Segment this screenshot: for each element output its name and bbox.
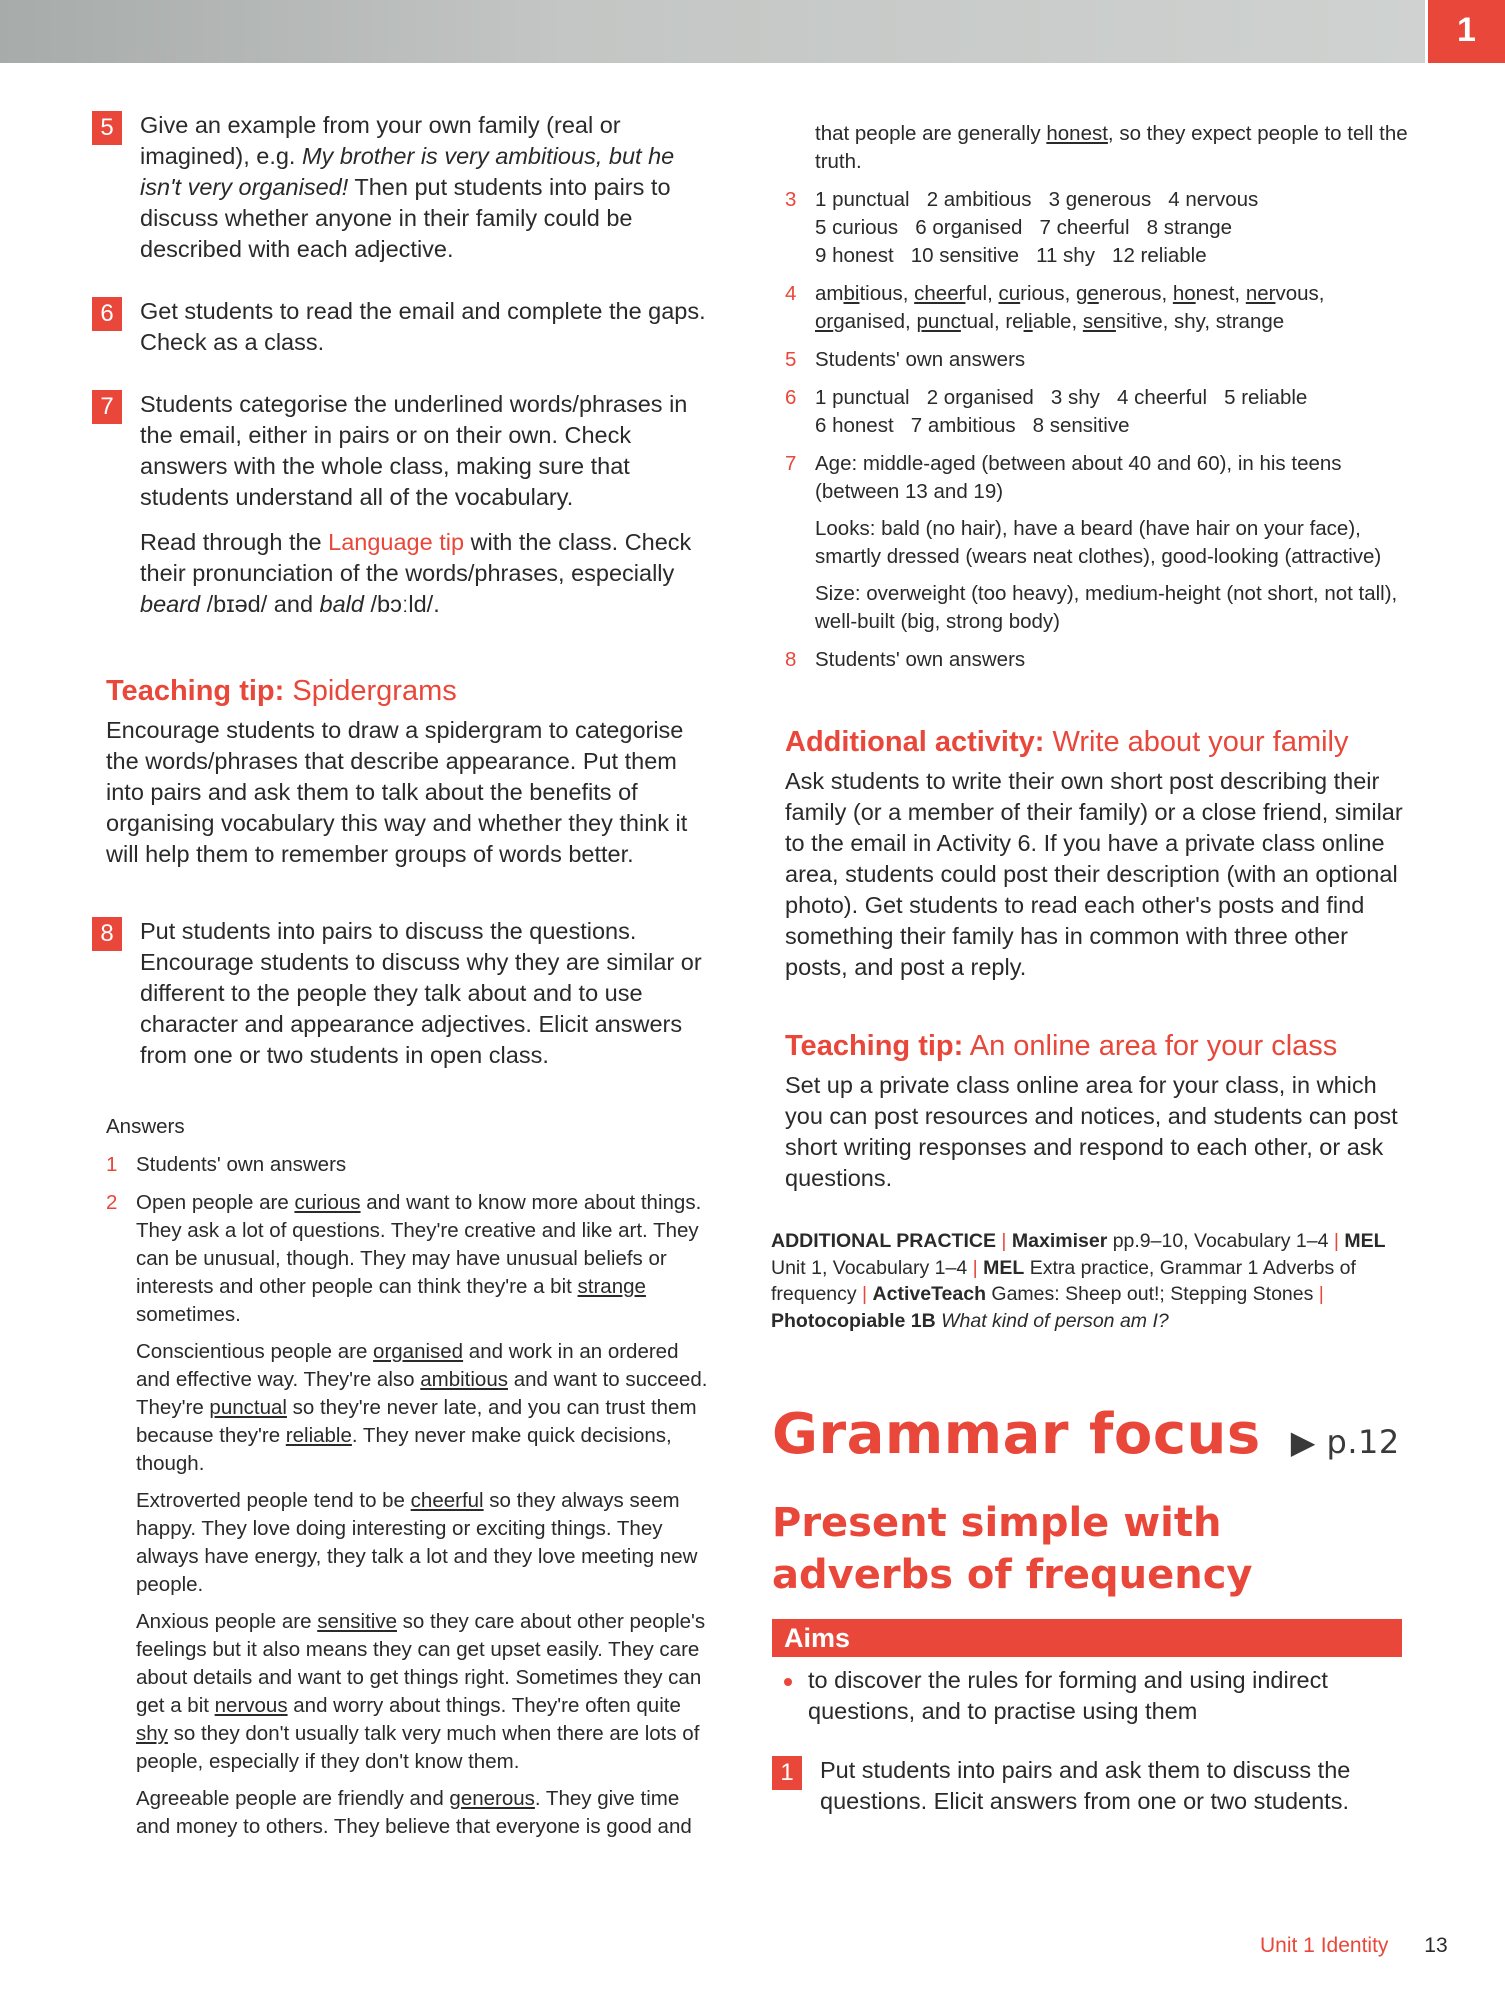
grammar-step-1 [772,1755,1402,1817]
tip-body: Encourage students to draw a spidergram to categorise the words/phrases that describe appearance. Put them into pairs and ask them to talk about the benefits of organising vocabulary this way and whether they think it will help them to remember groups of words better. [106,717,688,867]
answer-2-continued: that people are generally honest, so they expect people to tell the truth. [815,122,1408,173]
step-text: Put students into pairs and ask them to discuss the questions. Elicit answers from one or two students. [820,1757,1351,1814]
aims-heading: Aims [772,1619,1402,1657]
answer-1: 1 Students' own answers [106,1153,347,1176]
unit-tab: 1 [1428,0,1505,63]
answer-5: 5 Students' own answers [785,348,1026,371]
step-number: 6 [92,297,122,331]
answer-2: 2 Open people are curious and want to know more about things. They ask a lot of questions. They're creative and like art. They can be unusual, though. They may have unusual beliefs or interests and other people can think they're a bit strange sometimes. Conscientious people are organised and work in an ordered and effective way. They're also ambitious and want to succeed. They're punctual so they're never late, and you can trust them because they're reliable. They never make quick decisions, though. Extroverted people tend to be cheerful so they always seem happy. They love doing interesting or exciting things. They always have energy, they talk a lot and they love meeting new people. Anxious people are sensitive so they care about other people's feelings but it also means they can get upset easily. They care about details and want to get things right. Sometimes they can get a bit nervous and worry about things. They're often quite shy so they don't usually talk very much when there are lots of people, especially if they don't know them. Agreeable people are friendly and generous. They give time and money to others. They believe that everyone is good and [106,1191,708,1838]
step-5 [92,110,712,265]
step-7 [92,389,712,620]
answer-4: 4 ambitious, cheerful, curious, generous, honest, nervous, organised, punctual, reliable, sensitive, shy, strange [785,282,1325,333]
activity-body: Ask students to write their own short post describing their family (or a member of their family) or a close friend, similar to the email in Activity 6. If you have a private class online area, students could post their description (with an optional photo). Get students to read each other's posts and find something their family has in common with three other posts, and post a reply. [785,768,1403,980]
language-tip-link: Language tip [328,529,465,555]
answer-6: 6 1 punctual 2 organised 3 shy 4 cheerful 5 reliable 6 honest 7 ambitious 8 sensitive [785,386,1308,437]
answers-heading: Answers [106,1115,185,1138]
step-text: Put students into pairs to discuss the questions. Encourage students to discuss why they are similar or different to the people they talk about and to use character and appearance adjectives. Elicit answers from one or two students in open class. [140,918,702,1068]
aim-item: to discover the rules for forming and using indirect questions, and to practise using them [772,1665,1402,1727]
footer-unit: Unit 1 [1260,1934,1315,1957]
grammar-subtitle: Present simple with adverbs of frequency [772,1500,1253,1598]
step-number: 7 [92,390,122,424]
answer-3: 3 1 punctual 2 ambitious 3 generous 4 nervous 5 curious 6 organised 7 cheerful 8 strange 9 honest 10 sensitive 11 shy 12 reliable [785,188,1259,267]
additional-activity [785,724,1410,983]
answers-section [106,1113,716,1841]
answer-8: 8 Students' own answers [785,648,1026,671]
step-number: 1 [772,1756,802,1790]
step-number: 5 [92,111,122,145]
answer-7: 7 Age: middle-aged (between about 40 and 60), in his teens (between 13 and 19) Looks: bald (no hair), have a beard (have hair on your face), smartly dressed (wears neat clothes), good-looking (attractive) Size: overweight (too heavy), medium-height (not short, not tall), well-built (big, strong body) [785,452,1398,633]
step-text: Get students to read the email and complete the gaps. Check as a class. [140,298,706,355]
additional-practice: ADDITIONAL PRACTICE | Maximiser pp.9–10, Vocabulary 1–4 | MEL Unit 1, Vocabulary 1–4 | MEL Extra practice, Grammar 1 Adverbs of frequency | ActiveTeach Games: Sheep out!; Stepping Stones | Photocopiable 1B What kind of person am I? [771,1230,1386,1332]
header-bar [0,0,1425,63]
step-6 [92,296,712,358]
step-text: Students categorise the underlined words/phrases in the email, either in pairs or on their own. Check answers with the whole class, making sure that students understand all of the vocabulary. Read through the Language tip with the class. Check their pronunciation of the words/phrases, especially beard /bɪəd/ and bald /bɔːld/. [140,391,692,617]
page-reference: ▶ p.12 [1290,1423,1400,1461]
tip-title: Teaching tip: An online area for your class [785,1030,1338,1062]
answers-continued [785,120,1410,674]
teaching-tip-spidergrams [106,673,716,870]
grammar-focus-section [772,1402,1402,1817]
step-text: Give an example from your own family (real or imagined), e.g. My brother is very ambitious, but he isn't very organised! Then put students into pairs to discuss whether anyone in their family could be described with each adjective. [140,112,675,262]
tip-body: Set up a private class online area for your class, in which you can post resources and notices, and students can post short writing responses and respond to each other, or ask questions. [785,1072,1398,1191]
grammar-focus-title: Grammar focus ▶ p.12 [772,1402,1400,1467]
page-footer [1260,1932,1448,1960]
step-number: 8 [92,917,122,951]
footer-unit-title: Identity [1320,1934,1389,1957]
step-8 [92,916,712,1071]
tip-title: Teaching tip: Spidergrams [106,675,457,707]
page-number: 13 [1424,1934,1448,1957]
activity-title: Additional activity: Write about your family [785,726,1349,758]
teaching-tip-online-area [785,1028,1410,1194]
